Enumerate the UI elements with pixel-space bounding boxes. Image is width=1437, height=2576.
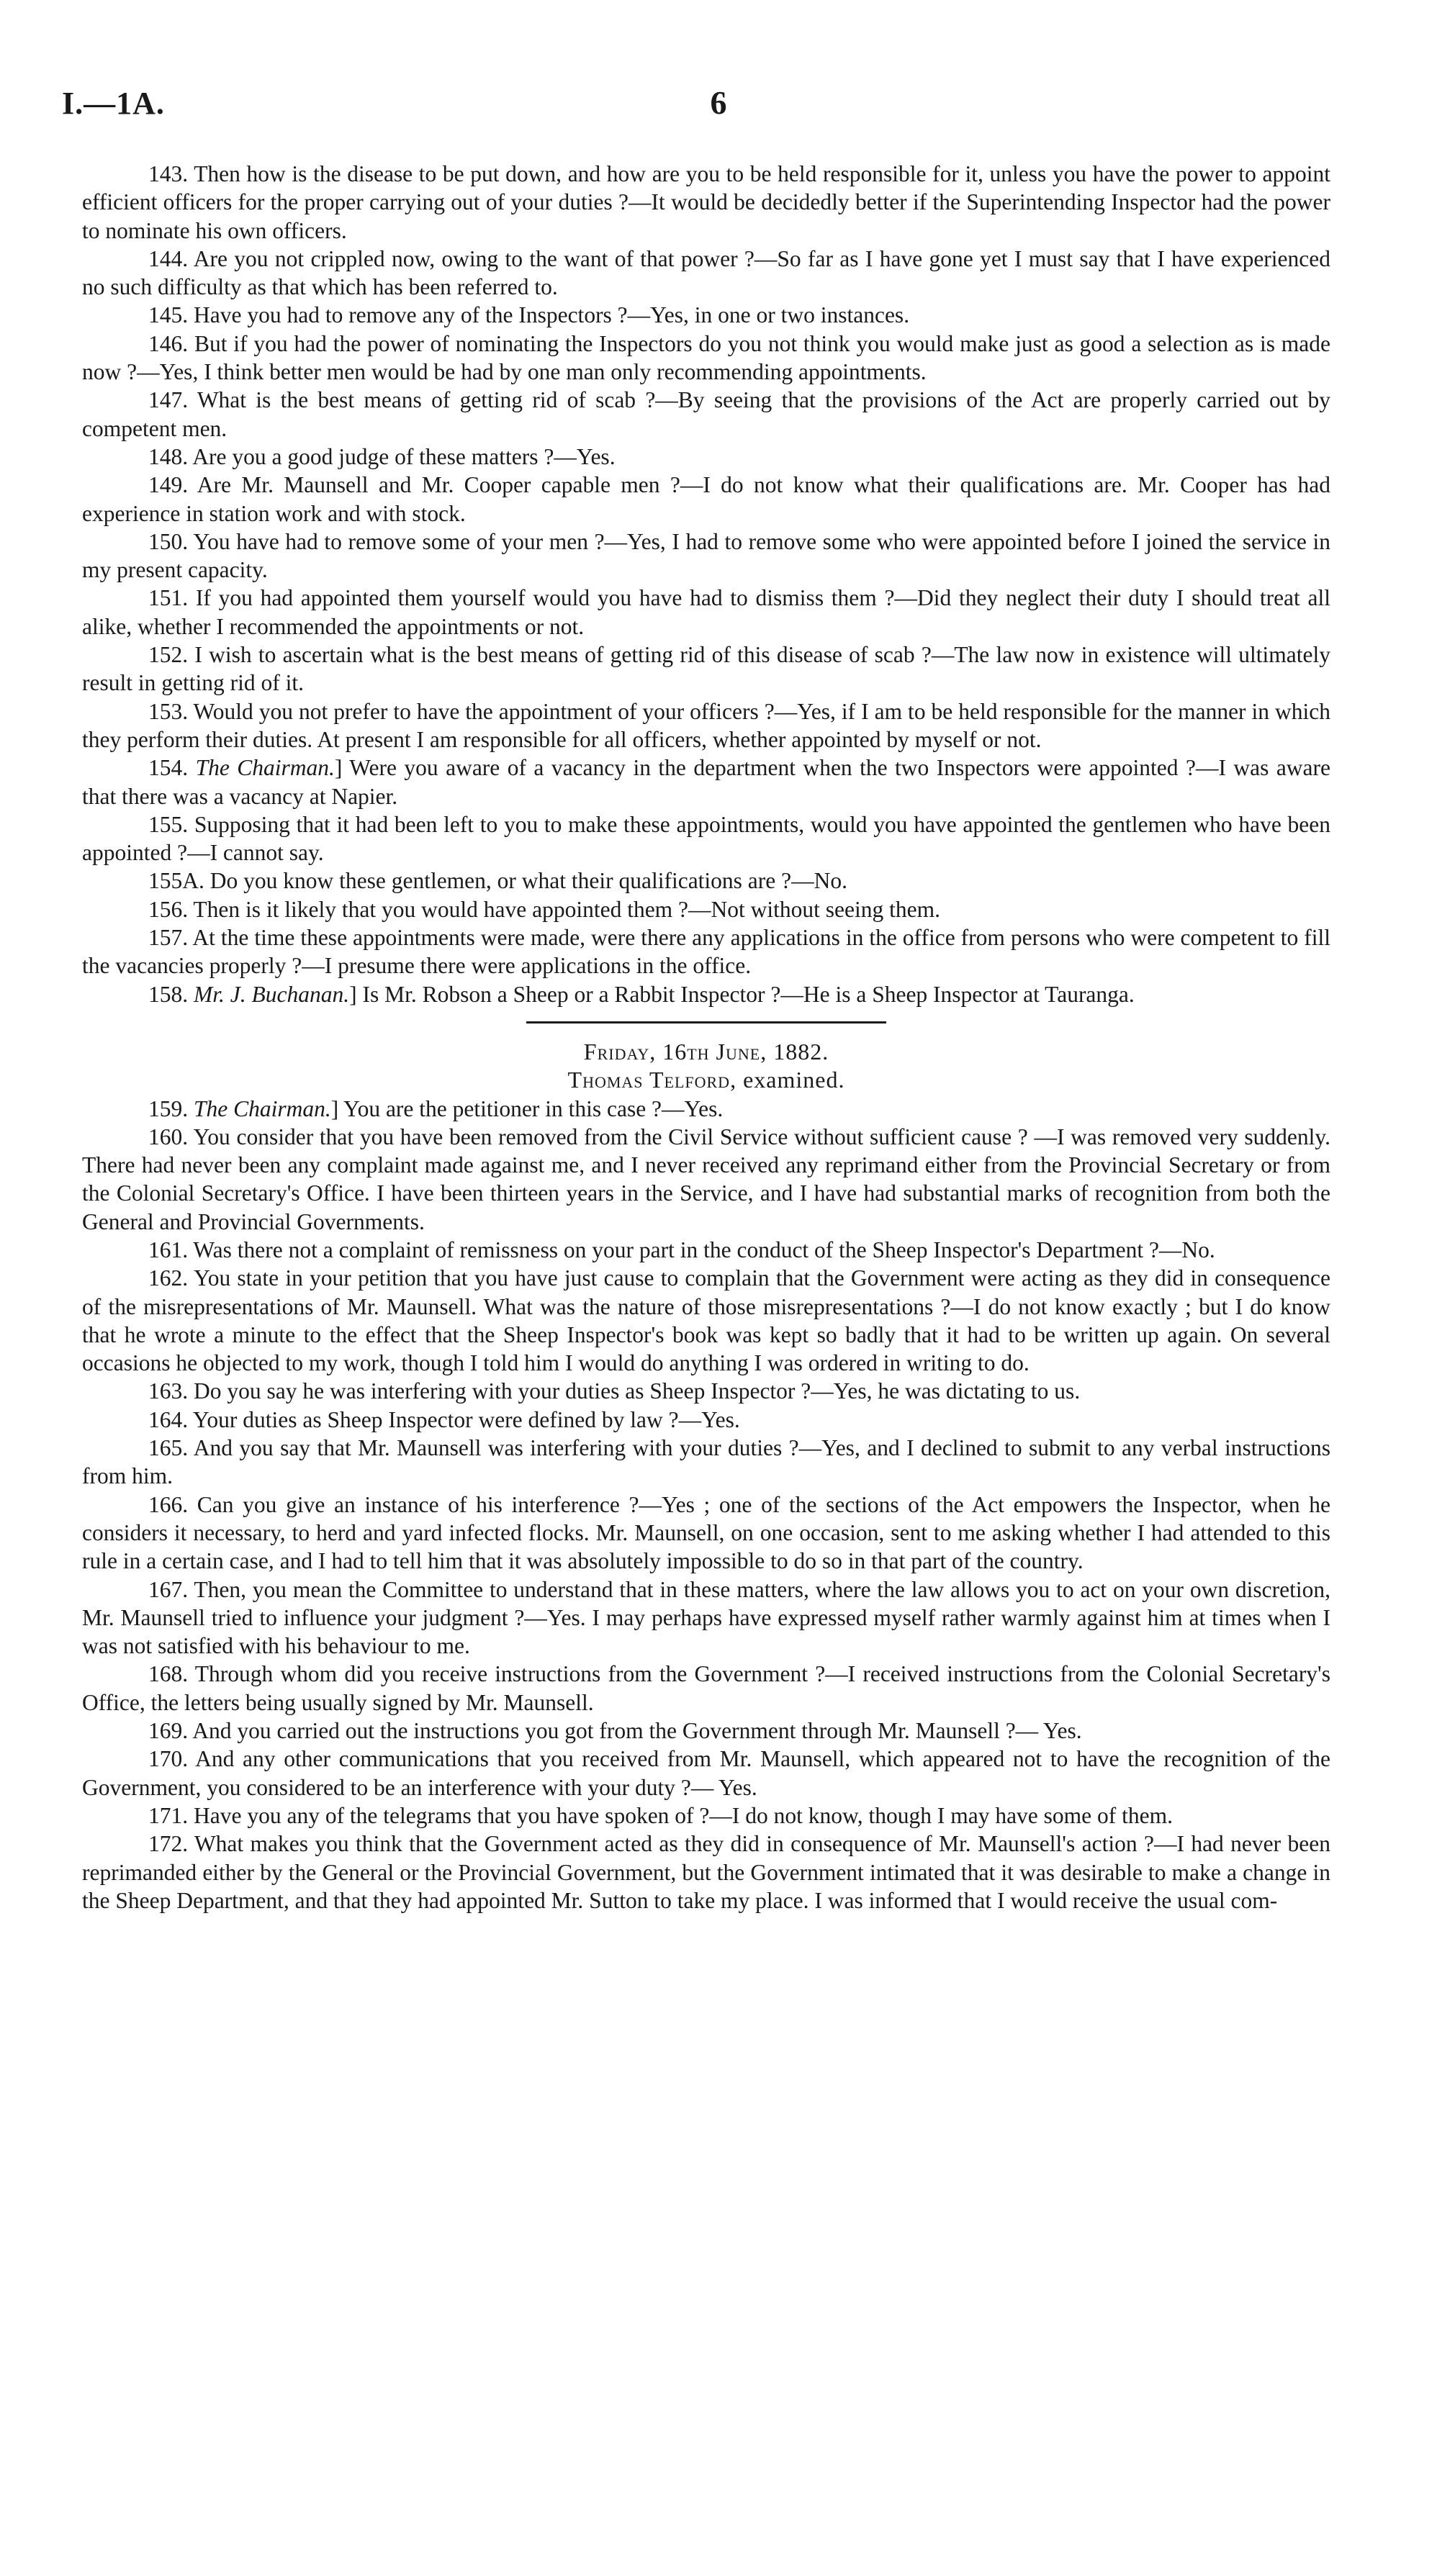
paragraph-text: ] You are the petitioner in this case ?—Yes.	[330, 1095, 724, 1121]
paragraph: 166. Can you give an instance of his interference ?—Yes ; one of the sections of the Act empowers the Inspector, when he considers it necessary, to herd and yard infected flocks. Mr. Maunsell, on one occasion, sent to me asking whether I had attended to this rule in a certain case, and I had to tell him that it was absolutely impossible to do so in that part of the country.	[82, 1491, 1330, 1574]
paragraph: 144. Are you not crippled now, owing to the want of that power ?—So far as I have gone yet I must say that I have experienced no such difficulty as that which has been referred to.	[82, 245, 1330, 300]
page-number: 6	[710, 84, 727, 121]
paragraph: 153. Would you not prefer to have the appointment of your officers ?—Yes, if I am to be held responsible for the manner in which they perform their duties. At present I am responsible for all officers, whether appointed by myself or not.	[82, 698, 1330, 752]
speaker-name: Mr. J. Buchanan.	[194, 981, 350, 1007]
paragraph: 143. Then how is the disease to be put down, and how are you to be held responsible for it, unless you have the power to appoint efficient officers for the proper carrying out of your duties ?—It would be decidedly better if the Superintending Inspector had the power to nominate his own officers.	[82, 161, 1330, 243]
paragraph: 150. You have had to remove some of your men ?—Yes, I had to remove some who were appointed before I joined the service in my present capacity.	[82, 528, 1330, 583]
paragraph: 151. If you had appointed them yourself would you have had to dismiss them ?—Did they neglect their duty I should treat all alike, whether I recommended the appointments or not.	[82, 585, 1330, 639]
paragraph-group-after	[82, 1123, 1330, 1915]
witness-heading	[82, 1066, 1330, 1094]
paragraph: 155. Supposing that it had been left to you to make these appointments, would you have appointed the gentlemen who have been appointed ?—I cannot say.	[82, 811, 1330, 866]
paragraph: 170. And any other communications that you received from Mr. Maunsell, which appeared not to have the recognition of the Government, you considered to be an interference with your duty ?— Yes.	[82, 1746, 1330, 1800]
paragraph-text: ] Is Mr. Robson a Sheep or a Rabbit Inspector ?—He is a Sheep Inspector at Tauranga.	[349, 981, 1135, 1007]
section-date: Friday, 16th June, 1882.	[583, 1038, 829, 1065]
paragraph: 157. At the time these appointments were made, were there any applications in the office from persons who were competent to fill the vacancies properly ?—I presume there were applications in the office.	[82, 925, 1330, 979]
witness-name: Thomas Telford	[567, 1067, 731, 1093]
paragraph-text: ] Were you aware of a vacancy in the department when the two Inspectors were appointed ?—I was aware that there was a vacancy at Napier.	[82, 755, 1330, 809]
paragraph: 167. Then, you mean the Committee to understand that in these matters, where the law allows you to act on your own discretion, Mr. Maunsell tried to influence your judgment ?—Yes. I may perhaps have expressed myself rather warmly against him at times when I was not satisfied with his behaviour to me.	[82, 1576, 1330, 1659]
paragraph: 156. Then is it likely that you would have appointed them ?—Not without seeing them.	[148, 896, 940, 922]
paragraph: 164. Your duties as Sheep Inspector were defined by law ?—Yes.	[148, 1406, 740, 1432]
paragraph-154	[82, 754, 1330, 810]
paragraph: 155A. Do you know these gentlemen, or what their qualifications are ?—No.	[148, 868, 847, 894]
paragraph: 168. Through whom did you receive instructions from the Government ?—I received instructions from the Colonial Secretary's Office, the letters being usually signed by Mr. Maunsell.	[82, 1661, 1330, 1715]
paragraph: 161. Was there not a complaint of remissness on your part in the conduct of the Sheep Inspector's Department ?—No.	[148, 1237, 1215, 1262]
paragraph: 147. What is the best means of getting rid of scab ?—By seeing that the provisions of the Act are properly carried out by competent men.	[82, 387, 1330, 441]
speaker-name: The Chairman.	[195, 755, 335, 781]
paragraph: 145. Have you had to remove any of the Inspectors ?—Yes, in one or two instances.	[148, 302, 910, 328]
paragraph-159	[82, 1095, 1330, 1123]
paragraph: 162. You state in your petition that you have just cause to complain that the Government were acting as they did in consequence of the misrepresentations of Mr. Maunsell. What was the nature of those misrepresentations ?—I do not know exactly ; but I do know that he wrote a minute to the effect that the Sheep Inspector's book was kept so badly that it had to be written up again. On several occasions he objected to my work, though I told him I would do anything I was ordered in writing to do.	[82, 1265, 1330, 1376]
document-body	[82, 160, 1330, 1915]
paragraph: 148. Are you a good judge of these matters ?—Yes.	[148, 443, 616, 469]
speaker-name: The Chairman.	[194, 1095, 331, 1121]
paragraph-group-before	[82, 160, 1330, 754]
paragraph: 171. Have you any of the telegrams that you have spoken of ?—I do not know, though I may have some of them.	[148, 1802, 1173, 1828]
paragraph: 146. But if you had the power of nominating the Inspectors do you not think you would make just as good a selection as is made now ?—Yes, I think better men would be had by one man only recommending appointments.	[82, 330, 1330, 385]
paragraph-number: 159.	[148, 1095, 189, 1121]
paragraph: 163. Do you say he was interfering with your duties as Sheep Inspector ?—Yes, he was dictating to us.	[148, 1378, 1081, 1404]
paragraph: 160. You consider that you have been removed from the Civil Service without sufficient cause ? —I was removed very suddenly. There had never been any complaint made against me, and I never received any reprimand either from the Provincial Secretary or from the Colonial Secretary's Office. I have been thirteen years in the Service, and I have had substantial marks of recognition from both the General and Provincial Governments.	[82, 1124, 1330, 1234]
paragraph-group-mid	[82, 810, 1330, 980]
paragraph: 152. I wish to ascertain what is the best means of getting rid of this disease of scab ?—The law now in existence will ultimately result in getting rid of it.	[82, 642, 1330, 696]
paragraph: 149. Are Mr. Maunsell and Mr. Cooper capable men ?—I do not know what their qualifications are. Mr. Cooper has had experience in station work and with stock.	[82, 472, 1330, 526]
section-divider	[526, 1021, 886, 1023]
paragraph-number: 154.	[148, 755, 189, 781]
document-code: I.—1A.	[62, 86, 165, 121]
paragraph: 169. And you carried out the instructions you got from the Government through Mr. Maunsell ?— Yes.	[148, 1718, 1082, 1744]
paragraph-158	[82, 980, 1330, 1008]
paragraph: 172. What makes you think that the Government acted as they did in consequence of Mr. Maunsell's action ?—I had never been reprimanded either by the General or the Provincial Government, but the Government intimated that it was desirable to make a change in the Sheep Department, and that they had appointed Mr. Sutton to take my place. I was informed that I would receive the usual com-	[82, 1831, 1330, 1913]
paragraph: 165. And you say that Mr. Maunsell was interfering with your duties ?—Yes, and I declined to submit to any verbal instructions from him.	[82, 1435, 1330, 1489]
paragraph-number: 158.	[148, 981, 189, 1007]
witness-status: , examined.	[730, 1067, 845, 1093]
